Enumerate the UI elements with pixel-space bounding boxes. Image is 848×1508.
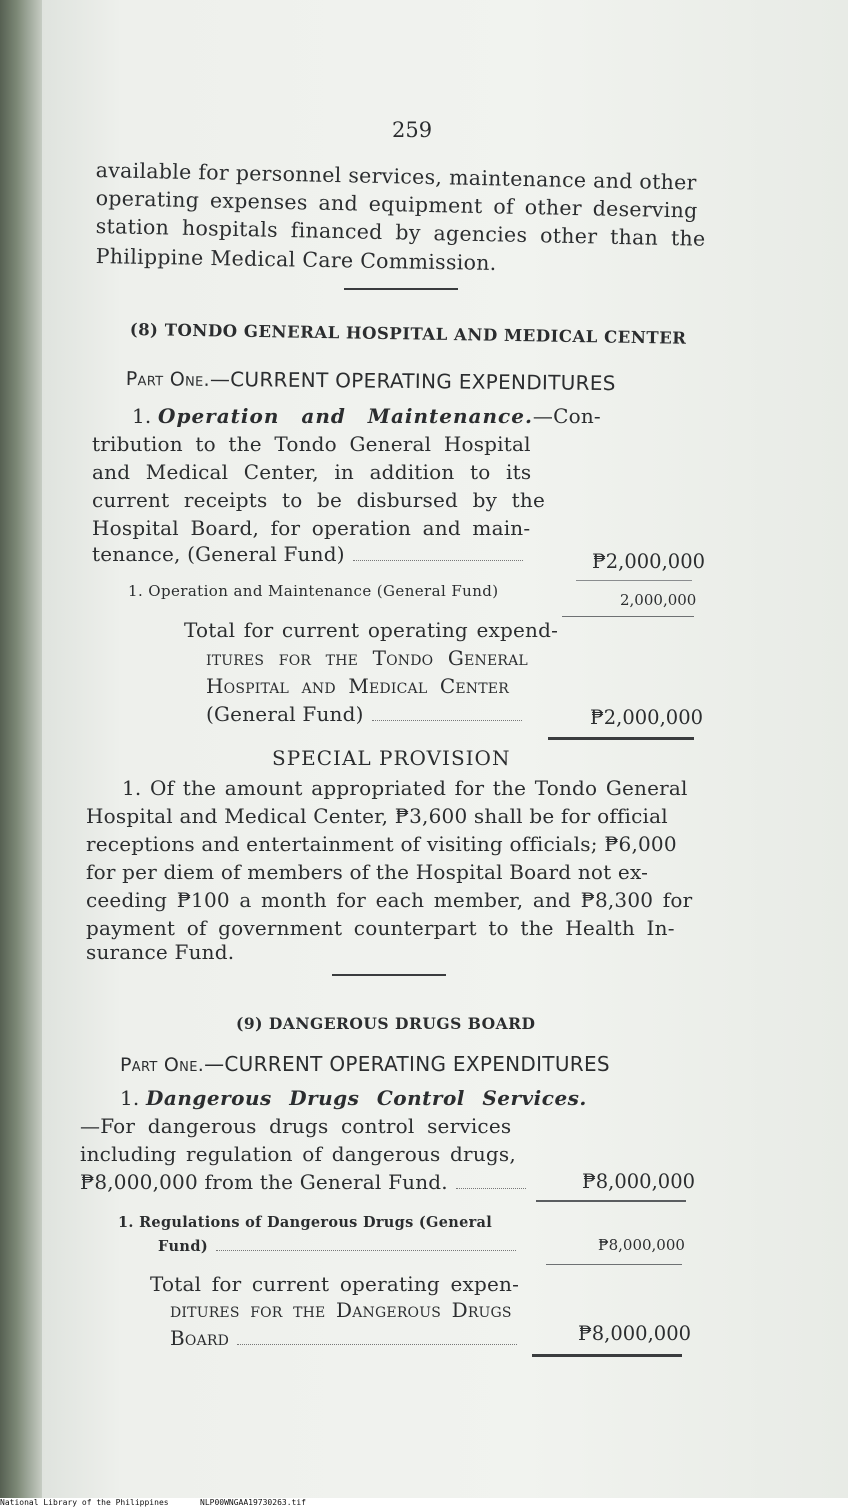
special-provision-line-4: for per diem of members of the Hospital Board not ex- xyxy=(86,860,649,884)
section-9-total-line-1: Total for current operating expen- xyxy=(150,1272,520,1296)
total-double-rule xyxy=(532,1354,682,1357)
item-text-end: ₱8,000,000 from the General Fund. xyxy=(80,1170,448,1194)
section-8-summary-amount: 2,000,000 xyxy=(620,591,697,609)
special-provision-line-2: Hospital and Medical Center, ₱3,600 shall be for official xyxy=(86,804,668,828)
part-one-prefix: Part One. xyxy=(120,1054,205,1076)
section-9-part-one-heading xyxy=(120,1052,610,1076)
item-number: 1. xyxy=(132,404,152,428)
section-9-item-1-line-2: —For dangerous drugs control services xyxy=(80,1114,512,1138)
item-number: 1. xyxy=(120,1086,140,1110)
section-9-item-1-amount: ₱8,000,000 xyxy=(582,1170,696,1193)
special-provision-line-1: 1. Of the amount appropriated for the Tondo General xyxy=(122,776,688,800)
footer-library: National Library of the Philippines xyxy=(0,1498,169,1507)
divider-rule xyxy=(344,288,458,290)
intro-line-1: available for personnel services, maintenance and other xyxy=(95,158,697,195)
section-8-item-1-amount: ₱2,000,000 xyxy=(592,550,706,573)
section-9-summary-line-2 xyxy=(158,1238,516,1255)
section-8-total-line-1: Total for current operating expend- xyxy=(184,618,559,642)
total-double-rule xyxy=(548,737,694,740)
section-9-total-line-2: ditures for the Dangerous Drugs xyxy=(170,1298,512,1322)
total-text-end: (General Fund) xyxy=(206,702,364,726)
item-text-start: —Con- xyxy=(532,404,601,428)
amount-rule xyxy=(536,1200,686,1202)
amount-rule xyxy=(576,580,692,581)
section-9-total-amount: ₱8,000,000 xyxy=(578,1322,692,1345)
section-9-total-line-3 xyxy=(170,1326,517,1350)
part-one-rest: —CURRENT OPERATING EXPENDITURES xyxy=(204,1052,610,1076)
part-one-rest: —CURRENT OPERATING EXPENDITURES xyxy=(209,366,616,396)
part-one-prefix: Part One. xyxy=(125,367,211,391)
section-8-summary-line: 1. Operation and Maintenance (General Fund) xyxy=(128,582,499,600)
section-8-item-1-line-5: Hospital Board, for operation and main- xyxy=(92,516,531,540)
page-number: 259 xyxy=(392,118,433,142)
section-8-part-one-heading xyxy=(126,366,616,395)
section-9-heading: (9) DANGEROUS DRUGS BOARD xyxy=(236,1014,536,1033)
section-8-item-1-line-3: and Medical Center, in addition to its xyxy=(92,460,532,484)
special-provision-line-5: ceeding ₱100 a month for each member, and ₱8,300 for xyxy=(86,888,693,912)
item-title: Operation and Maintenance. xyxy=(158,404,533,428)
section-9-item-1-line-3: including regulation of dangerous drugs, xyxy=(80,1142,516,1166)
summary-text-end: Fund) xyxy=(158,1238,209,1255)
intro-line-4: Philippine Medical Care Commission. xyxy=(95,244,497,275)
section-8-item-1-line-6 xyxy=(92,542,523,566)
section-8-total-line-4 xyxy=(206,702,522,726)
item-title: Dangerous Drugs Control Services. xyxy=(146,1086,587,1110)
section-8-total-amount: ₱2,000,000 xyxy=(590,706,704,729)
footer-file: NLP00WNGAA19730263.tif xyxy=(200,1498,306,1507)
total-text-end: Board xyxy=(170,1326,230,1350)
section-8-heading: (8) TONDO GENERAL HOSPITAL AND MEDICAL CENTER xyxy=(129,320,687,348)
intro-line-3: station hospitals financed by agencies other than the xyxy=(95,214,706,251)
scan-footer xyxy=(0,1498,848,1508)
special-provision-line-7: surance Fund. xyxy=(86,940,235,964)
section-8-total-line-3: Hospital and Medical Center xyxy=(206,674,509,698)
book-spine-shadow xyxy=(0,0,42,1498)
section-9-summary-line-1: 1. Regulations of Dangerous Drugs (General xyxy=(118,1214,493,1231)
section-8-total-line-2: itures for the Tondo General xyxy=(206,646,528,670)
section-8-item-1-line-2: tribution to the Tondo General Hospital xyxy=(92,432,531,456)
summary-rule xyxy=(562,616,694,617)
intro-line-2: operating expenses and equipment of other deserving xyxy=(95,186,698,223)
section-8-item-1-line-4: current receipts to be disbursed by the xyxy=(92,488,546,512)
section-9-item-1-line-4 xyxy=(80,1170,526,1194)
special-provision-heading: SPECIAL PROVISION xyxy=(272,746,511,770)
section-9-summary-amount: ₱8,000,000 xyxy=(598,1236,685,1254)
item-text-end: tenance, (General Fund) xyxy=(92,542,345,566)
divider-rule-2 xyxy=(332,974,446,976)
section-8-item-1-title-line xyxy=(132,404,601,428)
special-provision-line-6: payment of government counterpart to the Health In- xyxy=(86,916,675,940)
section-9-item-1-title-line xyxy=(120,1086,587,1110)
special-provision-line-3: receptions and entertainment of visiting officials; ₱6,000 xyxy=(86,832,677,856)
summary-rule xyxy=(546,1264,682,1265)
